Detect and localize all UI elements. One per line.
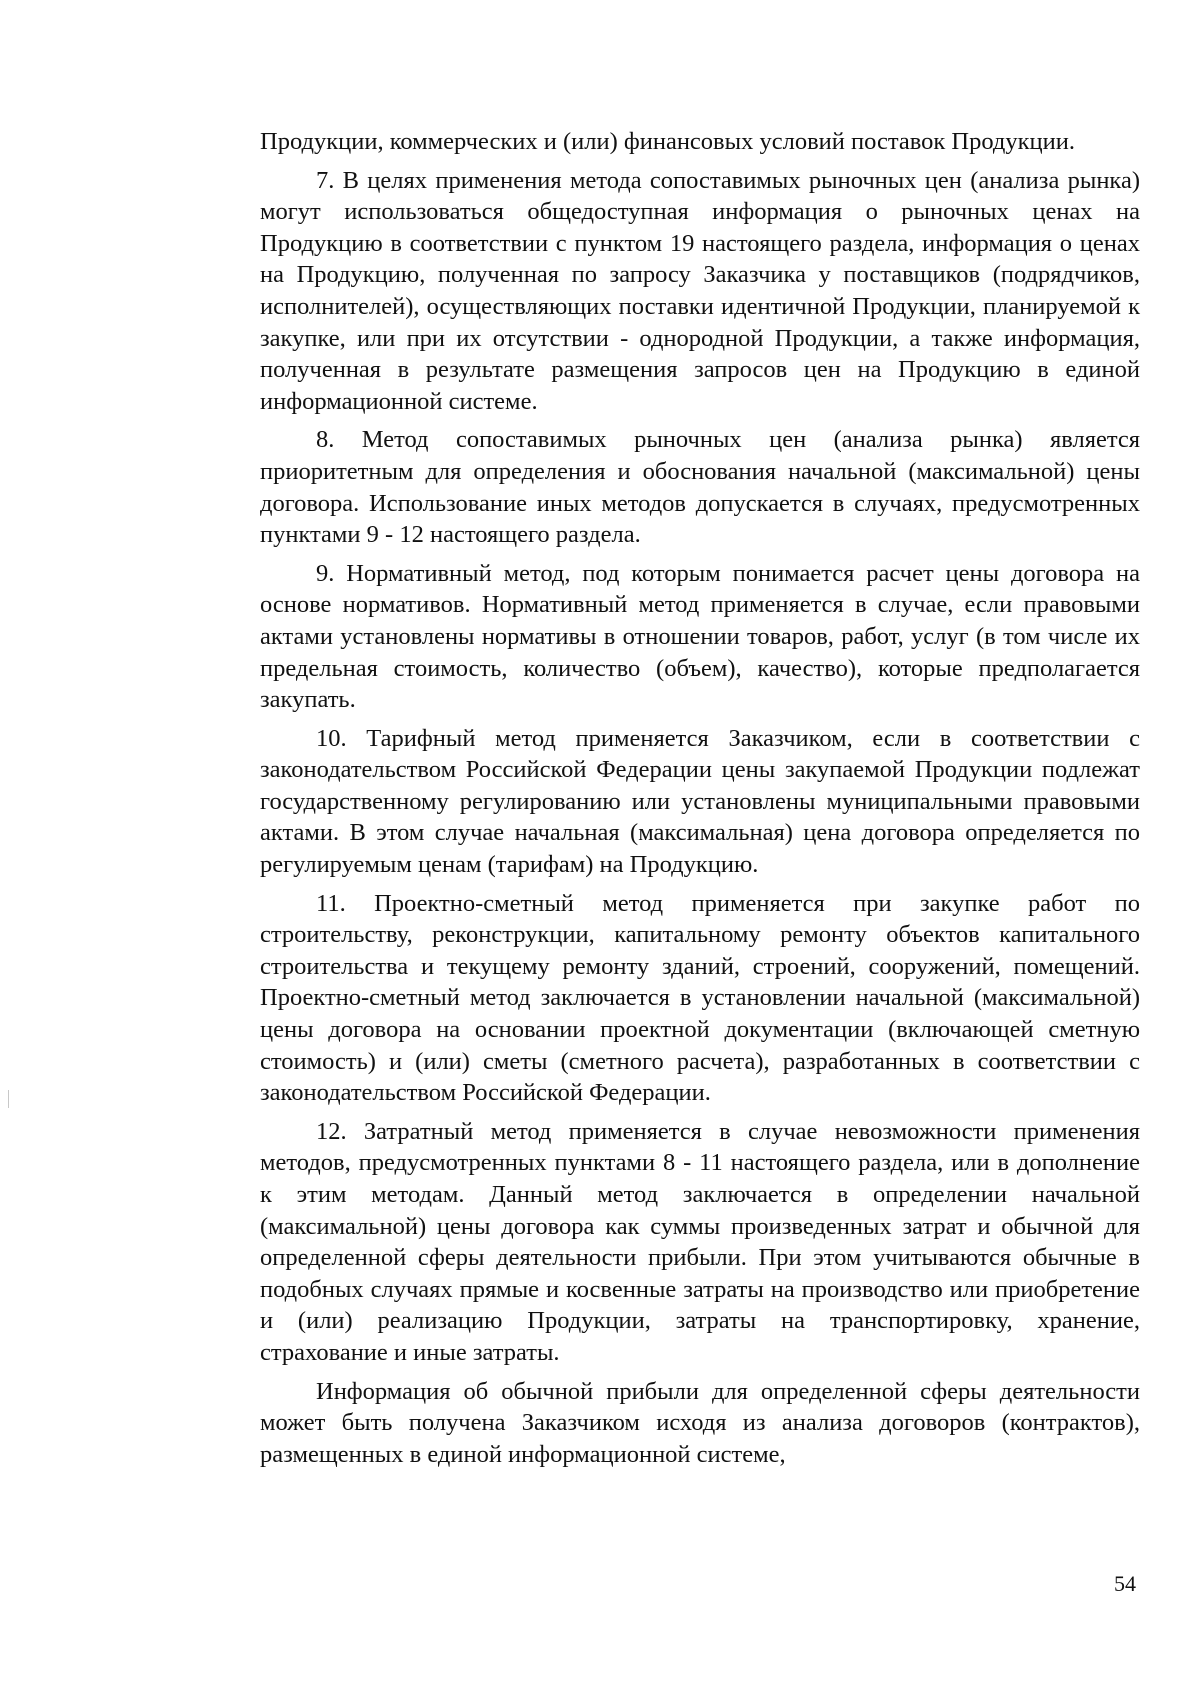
- paragraph-item-10: 10. Тарифный метод применяется Заказчиком, если в соответствии с законодательством Российской Федерации цены закупаемой Продукции подлежат государственному регулированию или установлены муниципальными правовыми актами. В этом случае начальная (максимальная) цена договора определяется по регулируемым ценам (тарифам) на Продукцию.: [260, 724, 1140, 879]
- paragraph-continuation: Продукции, коммерческих и (или) финансовых условий поставок Продукции.: [260, 128, 1075, 155]
- paragraph-item-11: 11. Проектно-сметный метод применяется при закупке работ по строительству, реконструкции, капитальному ремонту объектов капитального строительства и текущему ремонту зданий, строений, сооружений, помещений. Проектно-сметный метод заключается в установлении начальной (максимальной) цены договора на основании проектной документации (включающей сметную стоимость) и (или) сметы (сметного расчета), разработанных в соответствии с законодательством Российской Федерации.: [260, 889, 1140, 1107]
- paragraph-item-8: 8. Метод сопоставимых рыночных цен (анализа рынка) является приоритетным для определения и обоснования начальной (максимальной) цены договора. Использование иных методов допускается в случаях, предусмотренных пунктами 9 - 12 настоящего раздела.: [260, 426, 1140, 549]
- paragraph-profit-info: Информация об обычной прибыли для определенной сферы деятельности может быть получена Заказчиком исходя из анализа договоров (контрактов), размещенных в единой информационной системе,: [260, 1377, 1140, 1468]
- paragraph-item-12: 12. Затратный метод применяется в случае невозможности применения методов, предусмотренных пунктами 8 - 11 настоящего раздела, или в дополнение к этим методам. Данный метод заключается в определении начальной (максимальной) цены договора как суммы произведенных затрат и обычной для определенной сферы деятельности прибыли. При этом учитываются обычные в подобных случаях прямые и косвенные затраты на производство или приобретение и (или) реализацию Продукции, затраты на транспортировку, хранение, страхование и иные затраты.: [260, 1117, 1140, 1366]
- paragraph-item-9: 9. Нормативный метод, под которым понимается расчет цены договора на основе нормативов. Нормативный метод применяется в случае, если правовыми актами установлены нормативы в отношении товаров, работ, услуг (в том числе их предельная стоимость, количество (объем), качество), которые предполагается закупать.: [260, 559, 1140, 714]
- document-body: [260, 126, 1140, 1477]
- page-number: 54: [1114, 1571, 1136, 1596]
- scan-artifact-mark: [8, 1090, 9, 1108]
- paragraph-item-7: 7. В целях применения метода сопоставимых рыночных цен (анализа рынка) могут использоваться общедоступная информация о рыночных ценах на Продукцию в соответствии с пунктом 19 настоящего раздела, информация о ценах на Продукцию, полученная по запросу Заказчика у поставщиков (подрядчиков, исполнителей), осуществляющих поставки идентичной Продукции, планируемой к закупке, или при их отсутствии - однородной Продукции, а также информация, полученная в результате размещения запросов цен на Продукцию в единой информационной системе.: [260, 166, 1140, 415]
